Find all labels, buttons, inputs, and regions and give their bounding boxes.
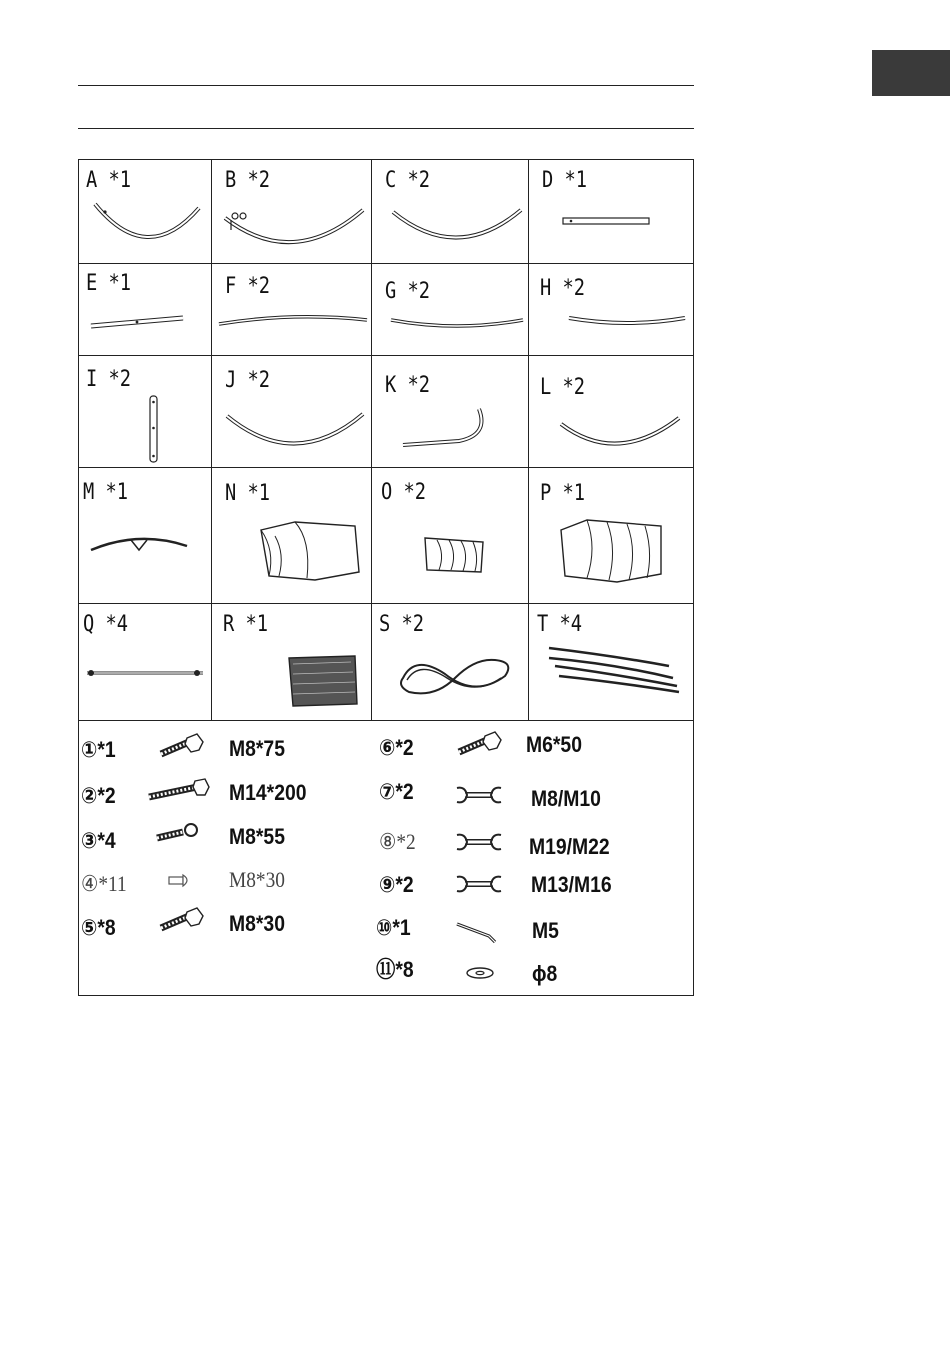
part-label-g: G *2 (385, 279, 431, 304)
part-p-folded-cover-icon (557, 518, 665, 584)
part-label-k: K *2 (385, 373, 431, 398)
row-divider (79, 720, 693, 721)
part-label-e: E *1 (86, 271, 132, 296)
section-tab-marker (872, 50, 950, 96)
part-n-folded-cover-icon (255, 520, 365, 584)
part-label-q: Q *4 (83, 612, 129, 637)
hardware-qty-1: ①*1 (81, 737, 116, 762)
allen-key-icon (455, 920, 501, 944)
hardware-size-11: ϕ8 (532, 961, 558, 986)
hardware-size-1: M8*75 (229, 736, 285, 761)
part-label-j: J *2 (225, 368, 271, 393)
row-divider (79, 355, 693, 356)
part-q-tube-icon (81, 666, 209, 680)
hardware-size-2: M14*200 (229, 780, 307, 805)
part-label-r: R *1 (223, 612, 269, 637)
bolt-icon (457, 730, 505, 756)
column-divider (528, 160, 529, 720)
part-label-p: P *1 (540, 481, 586, 506)
wrench-icon (455, 831, 503, 853)
hardware-size-10: M5 (532, 918, 559, 943)
part-t-rods-icon (545, 644, 685, 698)
part-label-s: S *2 (379, 612, 425, 637)
part-label-d: D *1 (542, 168, 588, 193)
part-l-curved-tube-icon (557, 414, 683, 450)
row-divider (79, 263, 693, 264)
wrench-icon (455, 873, 503, 895)
hardware-size-6: M6*50 (526, 732, 582, 757)
hardware-qty-5: ⑤*8 (81, 915, 116, 940)
part-label-b: B *2 (225, 168, 271, 193)
part-m-curved-support-icon (89, 534, 189, 558)
wrench-icon (455, 784, 503, 806)
hardware-qty-3: ③*4 (81, 828, 116, 853)
hardware-qty-11: ⑪*8 (376, 957, 414, 982)
column-divider (371, 160, 372, 720)
part-a-curved-tube-icon (91, 198, 203, 242)
part-o-folded-net-icon (421, 532, 487, 576)
bolt-icon (159, 906, 205, 932)
part-label-h: H *2 (540, 276, 586, 301)
washer-icon (465, 966, 495, 980)
part-label-m: M *1 (83, 480, 129, 505)
part-j-curved-tube-icon (223, 410, 367, 456)
hardware-size-5: M8*30 (229, 911, 285, 936)
part-label-o: O *2 (381, 480, 427, 505)
hardware-qty-2: ②*2 (81, 783, 116, 808)
hardware-size-9: M13/M16 (531, 872, 612, 897)
hardware-qty-4: ④*11 (81, 871, 127, 896)
part-label-c: C *2 (385, 168, 431, 193)
part-label-l: L *2 (540, 375, 586, 400)
parts-table (78, 159, 694, 996)
part-d-straight-tube-icon (561, 216, 651, 228)
header-rule-top (78, 85, 694, 86)
row-divider (79, 603, 693, 604)
hardware-qty-9: ⑨*2 (379, 872, 414, 897)
hardware-size-3: M8*55 (229, 824, 285, 849)
part-label-a: A *1 (86, 168, 132, 193)
hardware-size-7: M8/M10 (531, 786, 601, 811)
long-bolt-icon (147, 777, 211, 801)
hardware-size-4: M8*30 (229, 867, 285, 892)
part-g-long-tube-icon (389, 314, 525, 330)
hardware-qty-10: ⑩*1 (376, 915, 411, 940)
part-b-curved-tube-icon (219, 206, 367, 252)
column-divider (211, 160, 212, 720)
round-head-screw-icon (167, 872, 193, 890)
part-label-t: T *4 (537, 612, 583, 637)
part-k-bent-tube-icon (399, 405, 495, 451)
hardware-qty-6: ⑥*2 (379, 735, 414, 760)
eye-bolt-icon (155, 822, 201, 844)
part-r-folded-mat-icon (285, 652, 359, 710)
part-i-plate-icon (147, 394, 161, 464)
part-s-coiled-rods-icon (395, 652, 519, 706)
part-label-f: F *2 (225, 274, 271, 299)
part-f-long-tube-icon (217, 312, 369, 328)
part-e-straight-tube-icon (89, 314, 185, 330)
hardware-qty-7: ⑦*2 (379, 779, 414, 804)
part-h-long-tube-icon (567, 312, 687, 328)
hardware-size-8: M19/M22 (529, 834, 610, 859)
row-divider (79, 467, 693, 468)
bolt-icon (159, 732, 205, 758)
part-label-i: I *2 (86, 367, 132, 392)
hardware-qty-8: ⑧*2 (379, 829, 416, 854)
header-rule-bottom (78, 128, 694, 129)
part-label-n: N *1 (225, 481, 271, 506)
part-c-curved-tube-icon (389, 206, 525, 246)
